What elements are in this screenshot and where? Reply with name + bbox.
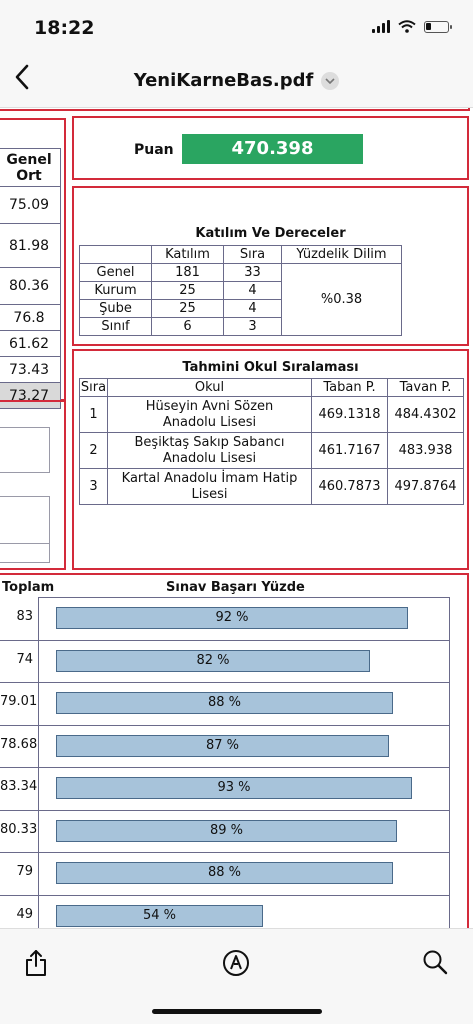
katilim-col-sira: Sıra <box>224 246 282 264</box>
percent-bar: 89 % <box>56 820 397 842</box>
katilim-row-katilim: 25 <box>152 282 224 300</box>
toplam-value: 74 <box>16 651 33 667</box>
toplam-value: 83 <box>16 609 33 624</box>
katilim-row-sira: 3 <box>224 318 282 336</box>
katilim-col-katilim: Katılım <box>152 246 224 264</box>
yuzdelik-value: %0.38 <box>282 264 402 336</box>
katilim-row-label: Şube <box>80 300 152 318</box>
toplam-value: 79 <box>16 864 33 879</box>
tahmini-row-sira: 1 <box>80 397 108 433</box>
tahmini-row-okul: Hüseyin Avni Sözen Anadolu Lisesi <box>108 397 312 433</box>
status-bar <box>0 0 473 56</box>
tahmini-row-tavan: 497.8764 <box>388 469 464 505</box>
genel-ort-value: 75.09 <box>0 187 61 224</box>
bar-row <box>0 640 473 682</box>
percent-bar: 87 % <box>56 735 389 757</box>
percent-bar: 82 % <box>56 650 370 672</box>
katilim-row-sira: 4 <box>224 282 282 300</box>
bar-row <box>0 597 473 639</box>
percent-bar: 88 % <box>56 862 393 884</box>
percent-bar: 92 % <box>56 607 408 629</box>
tahmini-title: Tahmini Okul Sıralaması <box>182 360 359 375</box>
genel-ort-table <box>0 148 61 409</box>
genel-ort-value: 76.8 <box>0 305 61 331</box>
bar-row <box>0 767 473 809</box>
katilim-row-katilim: 181 <box>152 264 224 282</box>
tahmini-row-okul: Beşiktaş Sakıp Sabancı Anadolu Lisesi <box>108 433 312 469</box>
genel-ort-value: 80.36 <box>0 268 61 305</box>
katilim-title: Katılım Ve Dereceler <box>195 226 346 241</box>
tahmini-row-taban: 460.7873 <box>312 469 388 505</box>
share-icon[interactable] <box>24 949 48 977</box>
markup-icon[interactable] <box>222 949 250 977</box>
top-section-edge <box>0 108 470 111</box>
empty-cell <box>0 427 50 473</box>
katilim-row-label: Genel <box>80 264 152 282</box>
tahmini-row-sira: 2 <box>80 433 108 469</box>
katilim-col-yuzdelik: Yüzdelik Dilim <box>282 246 402 264</box>
genel-ort-value: 81.98 <box>0 224 61 268</box>
chevron-down-icon[interactable] <box>321 72 339 90</box>
battery-icon <box>424 21 449 33</box>
tahmini-row-okul: Kartal Anadolu İmam Hatip Lisesi <box>108 469 312 505</box>
katilim-section <box>72 186 469 346</box>
empty-cell <box>0 496 50 544</box>
katilim-col-empty <box>80 246 152 264</box>
katilim-row-sira: 4 <box>224 300 282 318</box>
genel-ort-value: 61.62 <box>0 331 61 357</box>
tahmini-col-tavan: Tavan P. <box>388 379 464 397</box>
clock: 18:22 <box>34 17 95 39</box>
puan-label: Puan <box>134 142 174 158</box>
empty-cell <box>0 543 50 563</box>
status-icons <box>372 20 449 33</box>
katilim-table <box>79 245 402 336</box>
bar-row <box>0 682 473 724</box>
genel-ort-value: 73.27 <box>0 383 61 409</box>
left-middle-section <box>0 400 66 570</box>
tahmini-row-tavan: 484.4302 <box>388 397 464 433</box>
title-wrap[interactable] <box>0 70 473 91</box>
puan-value: 470.398 <box>182 134 363 164</box>
katilim-row-katilim: 6 <box>152 318 224 336</box>
toplam-value: 83.34 <box>0 779 38 794</box>
genel-ort-value: 73.43 <box>0 357 61 383</box>
genel-ort-section <box>0 118 66 404</box>
percent-bar: 93 % <box>56 777 412 799</box>
toplam-value: 80.33 <box>0 821 38 837</box>
nav-bar <box>0 56 473 108</box>
percent-bar: 54 % <box>56 905 263 927</box>
genel-ort-header <box>0 149 61 187</box>
katilim-row-label: Sınıf <box>80 318 152 336</box>
document-title[interactable]: YeniKarneBas.pdf <box>133 70 314 91</box>
bar-row <box>0 895 473 929</box>
tahmini-col-sira: Sıra <box>80 380 107 395</box>
tahmini-col-okul: Okul <box>108 379 312 397</box>
home-indicator <box>152 1009 322 1014</box>
tahmini-row-taban: 461.7167 <box>312 433 388 469</box>
signal-icon <box>372 20 390 33</box>
puan-section <box>72 116 469 180</box>
header-line-1: Genel <box>6 151 52 168</box>
pdf-document[interactable] <box>0 108 473 928</box>
tahmini-table <box>79 378 464 505</box>
katilim-row-label: Kurum <box>80 282 152 300</box>
toplam-header: Toplam <box>2 580 55 595</box>
bar-row <box>0 725 473 767</box>
tahmini-row-tavan: 483.938 <box>388 433 464 469</box>
bar-row <box>0 810 473 852</box>
search-icon[interactable] <box>422 949 448 975</box>
tahmini-row-sira: 3 <box>80 469 108 505</box>
katilim-row-sira: 33 <box>224 264 282 282</box>
tahmini-col-taban: Taban P. <box>312 379 388 397</box>
toplam-value: 49 <box>16 906 33 922</box>
toplam-value: 79.01 <box>0 694 38 709</box>
wifi-icon <box>398 20 416 33</box>
bottom-toolbar <box>0 928 473 1024</box>
katilim-row-katilim: 25 <box>152 300 224 318</box>
basari-title: Sınav Başarı Yüzde <box>166 580 305 595</box>
tahmini-row-taban: 469.1318 <box>312 397 388 433</box>
tahmini-section <box>72 349 469 570</box>
toplam-value: 78.68 <box>0 736 38 752</box>
header-line-2: Ort <box>16 167 42 184</box>
bar-row <box>0 852 473 894</box>
percent-bar: 88 % <box>56 692 393 714</box>
